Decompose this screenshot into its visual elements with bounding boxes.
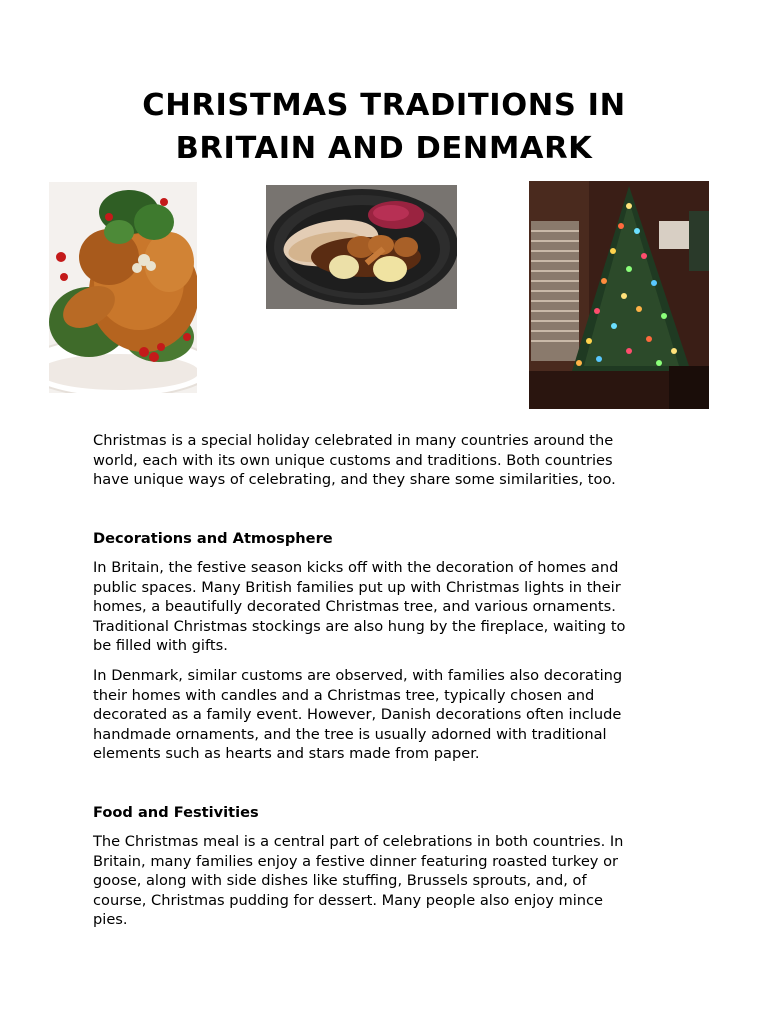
title-line-2: BRITAIN AND DENMARK bbox=[175, 131, 593, 166]
paragraph-denmark-decorations: In Denmark, similar customs are observed, with families also decorating their homes with candles and a Christmas tree, typically chosen and decorated as a family event. However, Danish decorations often include handmade ornaments, and the tree is usually adorned with traditional elements such as hearts and stars made from paper. bbox=[93, 667, 623, 763]
section-heading-decorations: Decorations and Atmosphere bbox=[93, 530, 333, 547]
roast-turkey-photo bbox=[49, 182, 197, 393]
intro-paragraph: Christmas is a special holiday celebrated in many countries around the world, each with its own unique customs and traditions. Both countries have unique ways of celebrating, and they share some similarities, too. bbox=[93, 432, 616, 489]
paragraph-food: The Christmas meal is a central part of celebrations in both countries. In Britain, many families enjoy a festive dinner featuring roasted turkey or goose, along with side dishes like stuffing, Brussels sprouts, and, of course, Christmas pudding for dessert. Many people also enjoy mince pies. bbox=[93, 833, 624, 929]
paragraph-britain-decorations: In Britain, the festive season kicks off with the decoration of homes and public spaces. Many British families put up with Christmas lights in their homes, a beautifully decorated Christmas tree, and various ornaments. Traditional Christmas stockings are also hung by the fireplace, waiting to be filled with gifts. bbox=[93, 559, 626, 655]
christmas-tree-photo bbox=[529, 181, 709, 409]
roast-dinner-plate-photo bbox=[266, 185, 457, 309]
section-heading-food: Food and Festivities bbox=[93, 804, 259, 821]
page-title bbox=[0, 84, 768, 170]
title-line-1: CHRISTMAS TRADITIONS IN bbox=[142, 88, 626, 123]
